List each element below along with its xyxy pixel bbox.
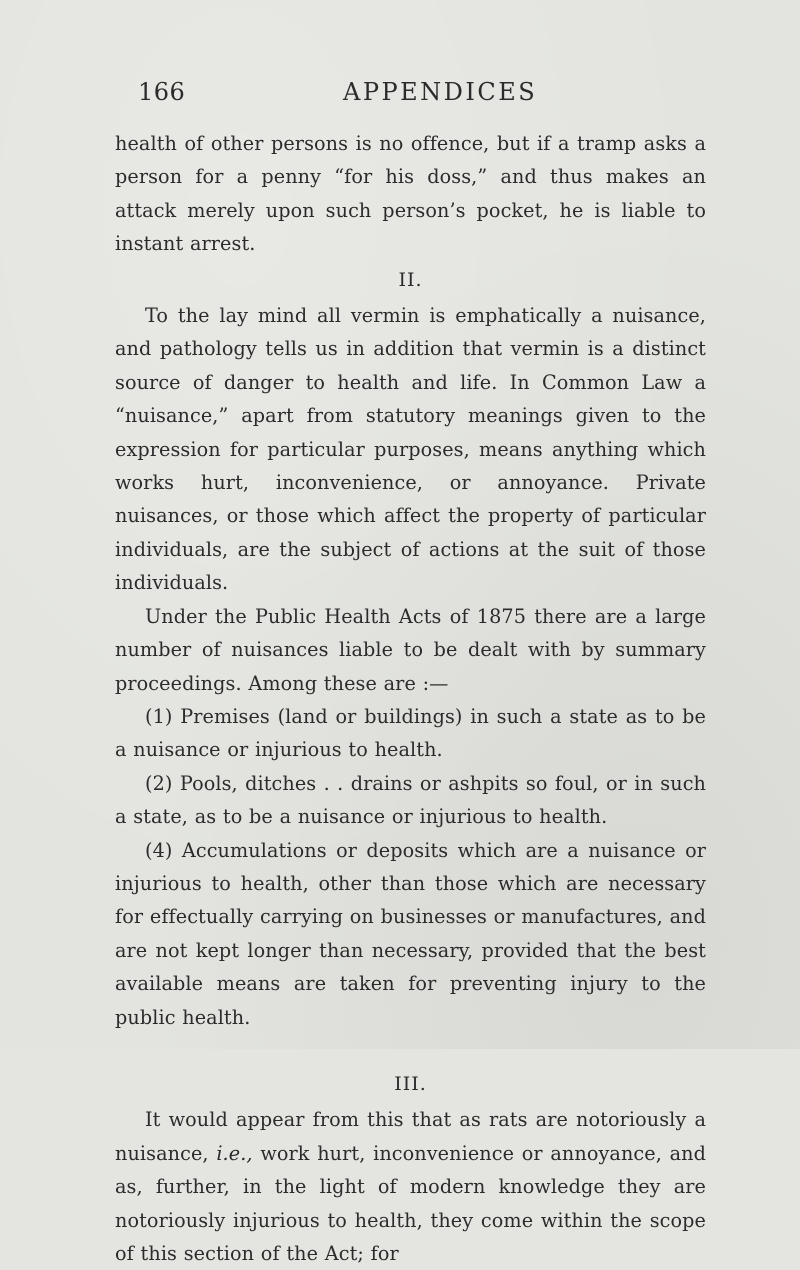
paragraph-rats-end: work hurt, inconvenience or annoyance, and as, further, in the light of modern knowledge they are notoriously injurious to health, they come within the scope of this section of the Act; for: [115, 1141, 707, 1265]
paragraph-rats-start: It would appear from this that as rats are notoriously a nuisance,: [115, 1108, 706, 1165]
section-heading-iii: III.: [394, 1072, 427, 1095]
abbreviation-ie: i.e.,: [216, 1141, 253, 1165]
running-head: [115, 78, 706, 114]
list-item-premises: (1) Premises (land or buildings) in such a state as to be a nuisance or injurious to health.: [115, 704, 706, 762]
running-title: APPENDICES: [343, 78, 538, 106]
paragraph-vermin-nuisance: To the lay mind all vermin is emphatically a nuisance, and pathology tells us in addition that vermin is a distinct source of danger to health and life. In Common Law a “nuisance,” apart from statutory meanings given to the expression for particular purposes, means anything which works hurt, inconvenience, or annoyance. Private nuisances, or those which affect the property of particular individuals, are the subject of actions at the suit of those individuals.: [115, 304, 706, 595]
section-heading-ii: II.: [398, 268, 423, 291]
paragraph-continuation: health of other persons is no offence, but if a tramp asks a person for a penny “for his doss,” and thus makes an attack merely upon such person’s pocket, he is liable to instant arrest.: [115, 132, 706, 256]
page-number: 166: [138, 78, 186, 106]
paragraph-rats-nuisance: [115, 1103, 706, 1270]
paragraph-public-health-acts: Under the Public Health Acts of 1875 there are a large number of nuisances liable to be dealt with by summary proceedings. Among these are :—: [115, 604, 706, 695]
list-item-pools-ditches: (2) Pools, ditches . . drains or ashpits so foul, or in such a state, as to be a nuisance or injurious to health.: [115, 771, 706, 829]
body-text: [115, 127, 706, 1270]
list-item-accumulations: (4) Accumulations or deposits which are a nuisance or injurious to health, other than those which are necessary for effectually carrying on businesses or manufactures, and are not kept longer than necessary, provided that the best available means are taken for preventing injury to the public health.: [115, 838, 706, 1029]
